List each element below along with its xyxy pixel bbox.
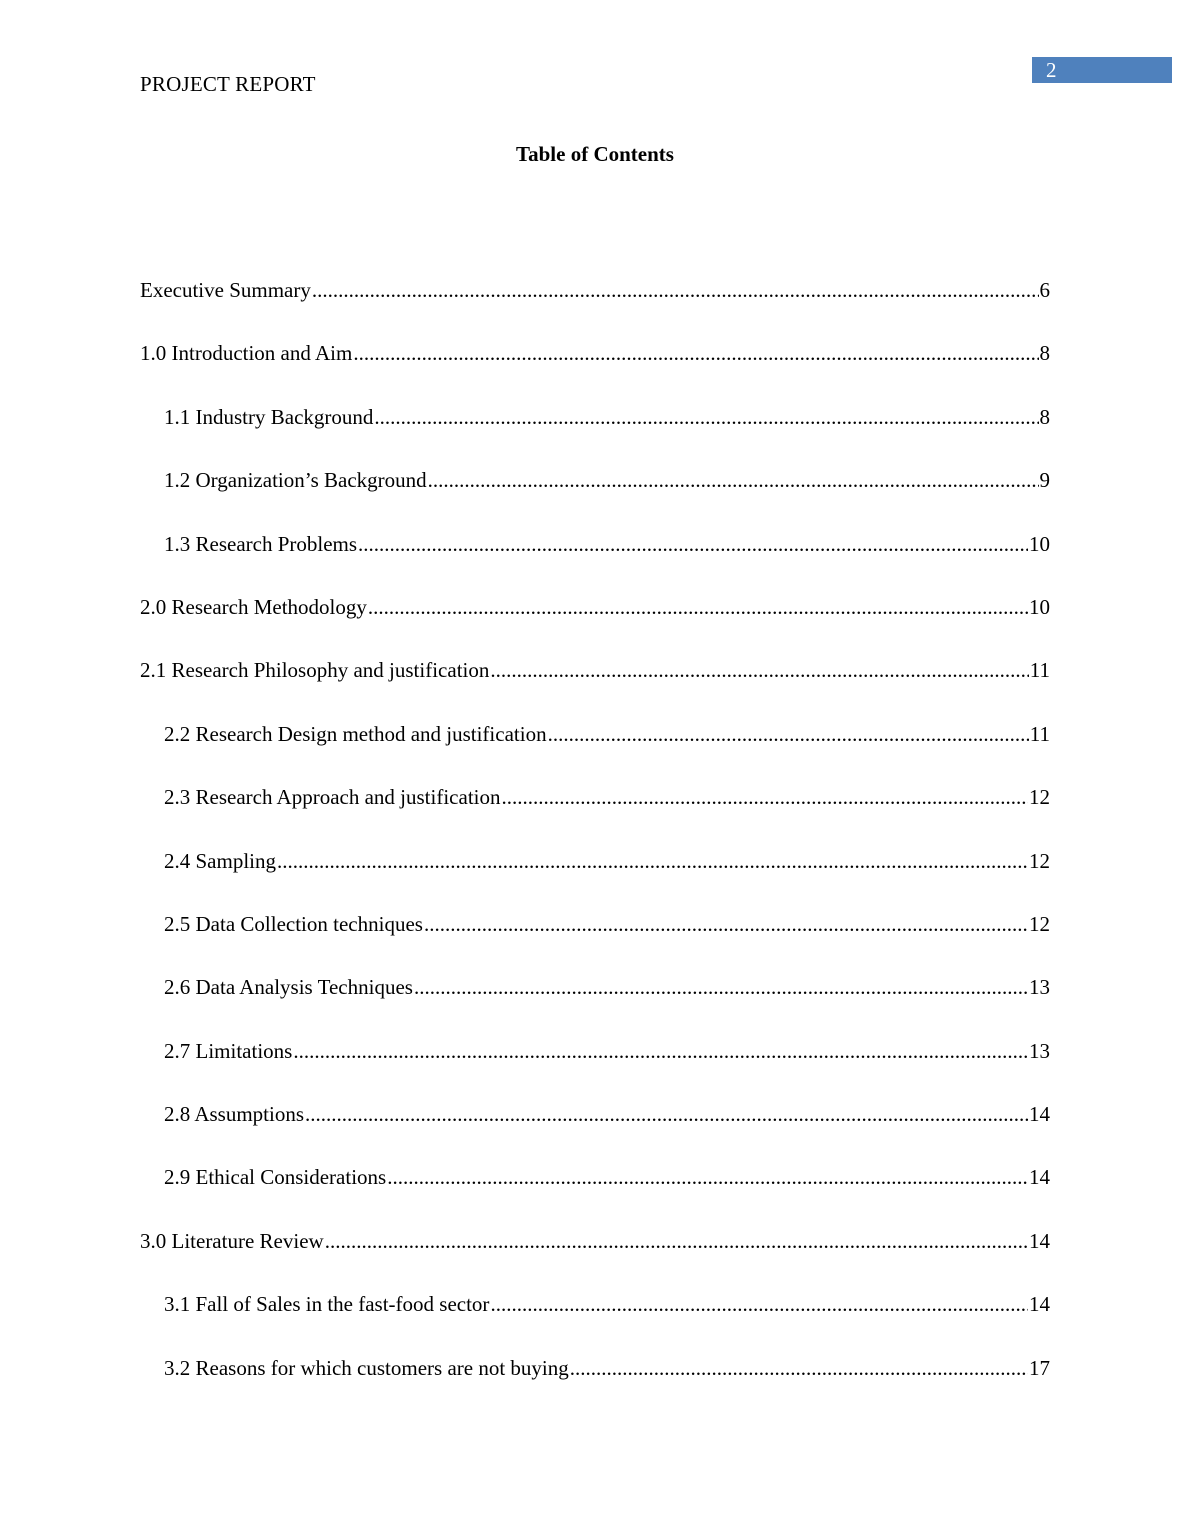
toc-entry-page: 14 [1029, 1292, 1050, 1317]
toc-entry[interactable] [140, 1037, 1050, 1100]
toc-entry-page: 17 [1029, 1355, 1050, 1380]
toc-entry-page: 14 [1029, 1102, 1050, 1127]
toc-entry-page: 10 [1029, 531, 1050, 556]
toc-dot-leader [374, 403, 1038, 431]
toc-entry-page: 11 [1029, 658, 1050, 683]
toc-entry-label: 2.0 Research Methodology [140, 594, 367, 619]
toc-entry[interactable] [140, 910, 1050, 973]
toc-entry[interactable] [140, 466, 1050, 529]
toc-entry[interactable] [140, 1163, 1050, 1226]
toc-dot-leader [353, 339, 1038, 367]
toc-entry[interactable] [140, 1354, 1050, 1417]
toc-entry[interactable] [140, 1290, 1050, 1353]
toc-entry-page: 8 [1039, 341, 1050, 366]
toc-entry-label: 3.2 Reasons for which customers are not buying [164, 1355, 569, 1380]
toc-entry[interactable] [140, 847, 1050, 910]
toc-dot-leader [277, 847, 1028, 875]
toc-entry[interactable] [140, 656, 1050, 719]
toc-dot-leader [358, 530, 1028, 558]
table-of-contents [140, 276, 1050, 1417]
toc-entry-page: 6 [1039, 278, 1050, 302]
toc-entry-label: Executive Summary [140, 278, 311, 302]
toc-entry[interactable] [140, 720, 1050, 783]
toc-dot-leader [501, 783, 1028, 811]
toc-entry-label: 2.8 Assumptions [164, 1102, 305, 1127]
page-number-box [1032, 57, 1172, 83]
toc-entry-label: 2.4 Sampling [164, 848, 277, 873]
toc-entry[interactable] [140, 593, 1050, 656]
toc-entry-label: 2.2 Research Design method and justification [164, 721, 547, 746]
toc-dot-leader [305, 1100, 1028, 1128]
toc-entry-label: 2.3 Research Approach and justification [164, 785, 501, 810]
toc-dot-leader [490, 656, 1028, 684]
toc-entry-page: 14 [1029, 1228, 1050, 1253]
toc-entry-page: 8 [1039, 404, 1050, 429]
toc-entry[interactable] [140, 403, 1050, 466]
toc-dot-leader [325, 1227, 1028, 1255]
toc-entry-label: 2.1 Research Philosophy and justification [140, 658, 490, 683]
toc-entry[interactable] [140, 276, 1050, 339]
toc-entry-label: 3.1 Fall of Sales in the fast-food sector [164, 1292, 490, 1317]
toc-entry[interactable] [140, 339, 1050, 402]
toc-entry-label: 1.3 Research Problems [164, 531, 358, 556]
toc-dot-leader [387, 1163, 1028, 1191]
toc-entry-page: 13 [1029, 975, 1050, 1000]
toc-dot-leader [490, 1290, 1028, 1318]
running-head: PROJECT REPORT [140, 72, 316, 96]
toc-entry-page: 14 [1029, 1165, 1050, 1190]
toc-title: Table of Contents [516, 142, 674, 166]
toc-entry-label: 1.1 Industry Background [164, 404, 374, 429]
toc-dot-leader [570, 1354, 1028, 1382]
toc-entry-label: 2.7 Limitations [164, 1038, 293, 1063]
toc-entry-label: 2.6 Data Analysis Techniques [164, 975, 413, 1000]
toc-entry-label: 1.2 Organization’s Background [164, 468, 427, 493]
page-number: 2 [1046, 58, 1057, 82]
toc-dot-leader [368, 593, 1028, 621]
toc-dot-leader [548, 720, 1029, 748]
toc-entry-label: 3.0 Literature Review [140, 1228, 324, 1253]
toc-dot-leader [312, 276, 1039, 304]
toc-dot-leader [293, 1037, 1028, 1065]
toc-entry[interactable] [140, 530, 1050, 593]
toc-dot-leader [414, 973, 1028, 1001]
toc-entry-page: 12 [1029, 911, 1050, 936]
toc-entry-page: 13 [1029, 1038, 1050, 1063]
toc-entry-page: 11 [1029, 721, 1050, 746]
toc-entry[interactable] [140, 973, 1050, 1036]
toc-entry[interactable] [140, 1100, 1050, 1163]
toc-dot-leader [424, 910, 1028, 938]
toc-entry-label: 2.5 Data Collection techniques [164, 911, 423, 936]
toc-entry-page: 9 [1039, 468, 1050, 493]
toc-entry[interactable] [140, 783, 1050, 846]
toc-entry-label: 1.0 Introduction and Aim [140, 341, 353, 366]
toc-entry-page: 10 [1029, 594, 1050, 619]
toc-dot-leader [428, 466, 1039, 494]
toc-entry[interactable] [140, 1227, 1050, 1290]
toc-entry-page: 12 [1029, 848, 1050, 873]
toc-entry-page: 12 [1029, 785, 1050, 810]
toc-entry-label: 2.9 Ethical Considerations [164, 1165, 387, 1190]
